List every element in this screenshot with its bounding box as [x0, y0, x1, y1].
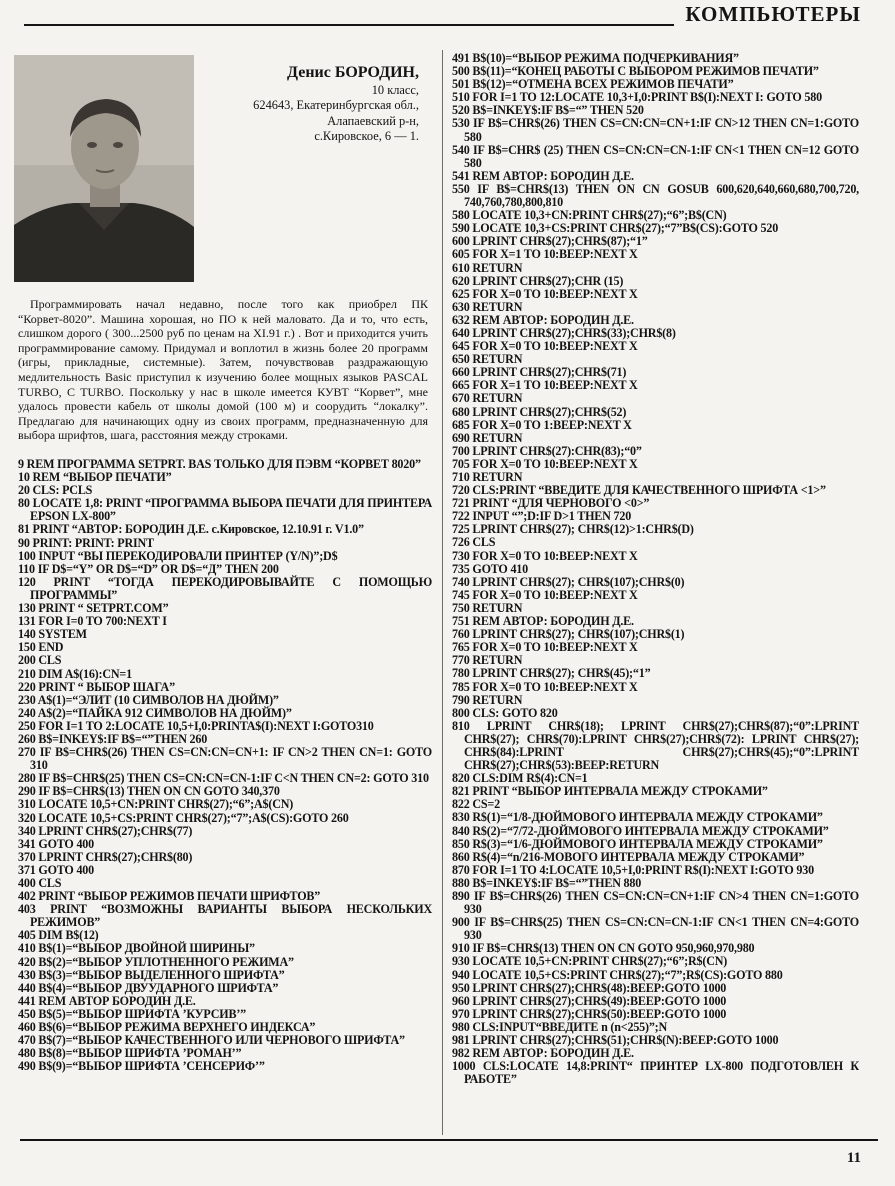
- code-line: 735 GOTO 410: [452, 561, 528, 576]
- code-line: 240 A$(2)=“ПАЙКА 912 СИМВОЛОВ НА ДЮЙМ)”: [18, 705, 292, 720]
- code-line: 220 PRINT “ ВЫБОР ШАГА”: [18, 679, 175, 694]
- page-header: [0, 0, 895, 30]
- code-line: 420 B$(2)=“ВЫБОР УПЛОТНЕННОГО РЕЖИМА”: [18, 954, 294, 969]
- code-line: 340 LPRINT CHR$(27);CHR$(77): [18, 823, 193, 838]
- code-line: 460 B$(6)=“ВЫБОР РЕЖИМА ВЕРХНЕГО ИНДЕКСА”: [18, 1020, 316, 1035]
- code-line: 670 RETURN: [452, 391, 523, 406]
- code-line: 1000 CLS:LOCATE 14,8:PRINT“ ПРИНТЕР LX-800 ПОДГОТОВЛЕН К РАБОТЕ”: [452, 1059, 859, 1087]
- code-line: 90 PRINT: PRINT: PRINT: [18, 535, 154, 550]
- code-line: 441 REM АВТОР БОРОДИН Д.Е.: [18, 993, 196, 1008]
- code-line: 880 B$=INKEY$:IF B$=“”THEN 880: [452, 875, 642, 890]
- intro-paragraph: Программировать начал недавно, после того как приобрел ПК “Корвет-8020”. Машина хорошая, но ПО к ней маловато. Да и то, что есть, слишком дорого ( 300...2500 руб по ценам на XI.91 г.) . Вот и приходится учить программирование самому. Придумал и воплотил в жизнь более 20 программ (игры, прикладные, системные). Затем, почувствовав раздражающую медлительность Basic приступил к изучению более мощных языков PASCAL TURBO, C TURBO. Поскольку у нас в школе имеется КУВТ “Корвет”, мне удалось провести кабель от школы домой (100 м) и соорудить “локалку”. Предлагаю для начинающих одну из своих программ, предназначенную для выбора шрифтов, шага, расстояния между строками.: [18, 297, 428, 443]
- column-divider: [442, 50, 443, 1135]
- code-line: 250 FOR I=1 TO 2:LOCATE 10,5+I,0:PRINTA$(I):NEXT I:GOTO310: [18, 718, 374, 733]
- code-line: 745 FOR X=0 TO 10:BEEP:NEXT X: [452, 587, 638, 602]
- code-line: 450 B$(5)=“ВЫБОР ШРИФТА ’КУРСИВ’”: [18, 1006, 247, 1021]
- code-listing-right: [452, 52, 859, 1086]
- code-line: 765 FOR X=0 TO 10:BEEP:NEXT X: [452, 640, 638, 655]
- code-line: 370 LPRINT CHR$(27);CHR$(80): [18, 849, 193, 864]
- code-line: 970 LPRINT CHR$(27);CHR$(50):BEEP:GOTO 1000: [452, 1006, 727, 1021]
- page-number: 11: [846, 1150, 861, 1166]
- code-line: 870 FOR I=1 TO 4:LOCATE 10,5+I,0:PRINT R$(I):NEXT I:GOTO 930: [452, 862, 814, 877]
- code-line: 822 CS=2: [452, 797, 500, 812]
- code-line: 685 FOR X=0 TO 1:BEEP:NEXT X: [452, 417, 632, 432]
- code-line: 910 IF B$=CHR$(13) THEN ON CN GOTO 950,960,970,980: [452, 941, 755, 956]
- footer-rule: [20, 1139, 878, 1141]
- code-line: 632 REM АВТОР: БОРОДИН Д.Е.: [452, 312, 634, 327]
- code-line: 720 CLS:PRINT “ВВЕДИТЕ ДЛЯ КАЧЕСТВЕННОГО ШРИФТА <1>”: [452, 483, 826, 498]
- code-line: 520 B$=INKEY$:IF B$=“” THEN 520: [452, 103, 644, 118]
- code-line: 940 LOCATE 10,5+CS:PRINT CHR$(27);“7”;R$(CS):GOTO 880: [452, 967, 783, 982]
- code-line: 705 FOR X=0 TO 10:BEEP:NEXT X: [452, 456, 638, 471]
- code-line: 440 B$(4)=“ВЫБОР ДВУУДАРНОГО ШРИФТА”: [18, 980, 279, 995]
- code-line: 80 LOCATE 1,8: PRINT “ПРОГРАММА ВЫБОРА ПЕЧАТИ ДЛЯ ПРИНТЕРА EPSON LX-800”: [18, 496, 432, 524]
- code-line: 541 REM АВТОР: БОРОДИН Д.Е.: [452, 168, 634, 183]
- code-line: 790 RETURN: [452, 692, 523, 707]
- code-line: 20 CLS: PCLS: [18, 483, 93, 498]
- code-line: 200 CLS: [18, 653, 62, 668]
- code-line: 270 IF B$=CHR$(26) THEN CS=CN:CN=CN+1: IF CN>2 THEN CN=1: GOTO 310: [18, 745, 432, 773]
- code-line: 740 LPRINT CHR$(27); CHR$(107);CHR$(0): [452, 574, 685, 589]
- code-line: 9 REM ПРОГРАММА SETPRT. BAS ТОЛЬКО ДЛЯ ПЭВМ “КОРВЕТ 8020”: [18, 457, 421, 471]
- code-line: 722 INPUT “”;D:IF D>1 THEN 720: [452, 509, 632, 524]
- code-line: 820 CLS:DIM R$(4):CN=1: [452, 771, 588, 786]
- code-line: 501 B$(12)=“ОТМЕНА ВСЕХ РЕЖИМОВ ПЕЧАТИ”: [452, 77, 734, 92]
- code-line: 600 LPRINT CHR$(27);CHR$(87);“1”: [452, 234, 648, 249]
- code-line: 650 RETURN: [452, 352, 523, 367]
- code-line: 785 FOR X=0 TO 10:BEEP:NEXT X: [452, 679, 638, 694]
- code-line: 110 IF D$=“Y” OR D$=“D” OR D$=“Д” THEN 200: [18, 561, 279, 576]
- code-line: 860 R$(4)=“n/216-МОВОГО ИНТЕРВАЛА МЕЖДУ СТРОКАМИ”: [452, 849, 805, 864]
- code-line: 890 IF B$=CHR$(26) THEN CS=CN:CN=CN+1:IF CN>4 THEN CN=1:GOTO 930: [452, 889, 859, 917]
- code-line: 405 DIM B$(12): [18, 928, 99, 943]
- code-line: 430 B$(3)=“ВЫБОР ВЫДЕЛЕННОГО ШРИФТА”: [18, 967, 285, 982]
- code-line: 290 IF B$=CHR$(13) THEN ON CN GOTO 340,370: [18, 784, 280, 799]
- code-line: 680 LPRINT CHR$(27);CHR$(52): [452, 404, 627, 419]
- code-line: 131 FOR I=0 TO 700:NEXT I: [18, 614, 167, 629]
- code-line: 950 LPRINT CHR$(27);CHR$(48):BEEP:GOTO 1000: [452, 980, 727, 995]
- code-line: 960 LPRINT CHR$(27);CHR$(49):BEEP:GOTO 1000: [452, 993, 727, 1008]
- author-address-line: Алапаевский р-н,: [327, 113, 419, 128]
- code-line: 605 FOR X=1 TO 10:BEEP:NEXT X: [452, 247, 638, 262]
- section-title: КОМПЬЮТЕРЫ: [685, 2, 861, 26]
- code-line: 800 CLS: GOTO 820: [452, 705, 558, 720]
- code-line: 371 GOTO 400: [18, 862, 94, 877]
- code-line: 280 IF B$=CHR$(25) THEN CS=CN:CN=CN-1:IF C<N THEN CN=2: GOTO 310: [18, 771, 429, 786]
- code-line: 665 FOR X=1 TO 10:BEEP:NEXT X: [452, 378, 638, 393]
- code-line: 730 FOR X=0 TO 10:BEEP:NEXT X: [452, 548, 638, 563]
- code-line: 150 END: [18, 640, 64, 655]
- code-line: 821 PRINT “ВЫБОР ИНТЕРВАЛА МЕЖДУ СТРОКАМИ”: [452, 784, 768, 799]
- code-line: 140 SYSTEM: [18, 627, 87, 642]
- author-address-line: 10 класс,: [371, 82, 419, 97]
- portrait-image: [14, 55, 194, 282]
- code-line: 980 CLS:INPUT“ВВЕДИТЕ n (n<255)”;N: [452, 1019, 668, 1034]
- code-line: 610 RETURN: [452, 260, 523, 275]
- author-photo: [14, 55, 194, 282]
- code-line: 810 LPRINT CHR$(18); LPRINT CHR$(27);CHR$(87);“0”:LPRINT CHR$(27); CHR$(70):LPRINT CHR$(27);CHR$(72): LPRINT CHR$(27); CHR$(84):LPRINT CHR$(27);CHR$(45);“0”:LPRINT CHR$(27);CHR$(53):BEEP:RETURN: [452, 718, 859, 773]
- code-listing-left: [18, 458, 432, 1073]
- code-line: 620 LPRINT CHR$(27);CHR (15): [452, 273, 624, 288]
- code-line: 580 LOCATE 10,3+CN:PRINT CHR$(27);“6”;B$(CN): [452, 208, 727, 223]
- header-rule: [24, 24, 674, 26]
- code-line: 900 IF B$=CHR$(25) THEN CS=CN:CN=CN-1:IF CN<1 THEN CN=4:GOTO 930: [452, 915, 859, 943]
- code-line: 640 LPRINT CHR$(27);CHR$(33);CHR$(8): [452, 325, 676, 340]
- code-line: 981 LPRINT CHR$(27);CHR$(51);CHR$(N):BEEP:GOTO 1000: [452, 1033, 779, 1048]
- code-line: 100 INPUT “ВЫ ПЕРЕКОДИРОВАЛИ ПРИНТЕР (Y/N)”;D$: [18, 548, 338, 563]
- code-line: 320 LOCATE 10,5+CS:PRINT CHR$(27);“7”;A$(CS):GOTO 260: [18, 810, 349, 825]
- code-line: 721 PRINT “ДЛЯ ЧЕРНОВОГО <0>”: [452, 496, 650, 511]
- code-line: 260 B$=INKEY$:IF B$=“”THEN 260: [18, 731, 208, 746]
- code-line: 760 LPRINT CHR$(27); CHR$(107);CHR$(1): [452, 627, 685, 642]
- code-line: 850 R$(3)=“1/6-ДЮЙМОВОГО ИНТЕРВАЛА МЕЖДУ СТРОКАМИ”: [452, 836, 823, 851]
- code-line: 491 B$(10)=“ВЫБОР РЕЖИМА ПОДЧЕРКИВАНИЯ”: [452, 51, 739, 65]
- code-line: 410 B$(1)=“ВЫБОР ДВОЙНОЙ ШИРИНЫ”: [18, 941, 255, 956]
- code-line: 550 IF B$=CHR$(13) THEN ON CN GOSUB 600,620,640,660,680,700,720, 740,760,780,800,810: [452, 181, 859, 210]
- code-line: 725 LPRINT CHR$(27); CHR$(12)>1:CHR$(D): [452, 522, 694, 537]
- code-line: 310 LOCATE 10,5+CN:PRINT CHR$(27);“6”;A$(CN): [18, 797, 294, 812]
- code-line: 780 LPRINT CHR$(27); CHR$(45);“1”: [452, 666, 651, 681]
- code-line: 930 LOCATE 10,5+CN:PRINT CHR$(27);“6”;R$(CN): [452, 954, 728, 969]
- code-line: 590 LOCATE 10,3+CS:PRINT CHR$(27);“7”B$(CS):GOTO 520: [452, 221, 779, 236]
- code-line: 982 REM АВТОР: БОРОДИН Д.Е.: [452, 1046, 634, 1061]
- code-line: 230 A$(1)=“ЭЛИТ (10 СИМВОЛОВ НА ДЮЙМ)”: [18, 692, 279, 707]
- code-line: 630 RETURN: [452, 299, 523, 314]
- author-block: [224, 65, 419, 145]
- code-line: 726 CLS: [452, 535, 496, 550]
- code-line: 510 FOR I=1 TO 12:LOCATE 10,3+I,0:PRINT B$(I):NEXT I: GOTO 580: [452, 90, 822, 105]
- code-line: 210 DIM A$(16):CN=1: [18, 666, 132, 681]
- code-line: 530 IF B$=CHR$(26) THEN CS=CN:CN=CN+1:IF CN>12 THEN CN=1:GOTO 580: [452, 116, 859, 144]
- author-address-line: с.Кировское, 6 — 1.: [314, 129, 419, 144]
- code-line: 403 PRINT “ВОЗМОЖНЫ ВАРИАНТЫ ВЫБОРА НЕСКОЛЬКИХ РЕЖИМОВ”: [18, 902, 432, 930]
- code-line: 470 B$(7)=“ВЫБОР КАЧЕСТВЕННОГО ИЛИ ЧЕРНОВОГО ШРИФТА”: [18, 1033, 405, 1048]
- code-line: 840 R$(2)=“7/72-ДЮЙМОВОГО ИНТЕРВАЛА МЕЖДУ СТРОКАМИ”: [452, 823, 829, 838]
- code-line: 645 FOR X=0 TO 10:BEEP:NEXT X: [452, 339, 638, 354]
- code-line: 625 FOR X=0 TO 10:BEEP:NEXT X: [452, 286, 638, 301]
- code-line: 402 PRINT “ВЫБОР РЕЖИМОВ ПЕЧАТИ ШРИФТОВ”: [18, 889, 321, 904]
- code-line: 341 GOTO 400: [18, 836, 94, 851]
- code-line: 130 PRINT “ SETPRT.COM”: [18, 601, 169, 616]
- code-line: 710 RETURN: [452, 470, 523, 484]
- code-line: 400 CLS: [18, 876, 62, 890]
- code-line: 81 PRINT “АВТОР: БОРОДИН Д.Е. с.Кировское, 12.10.91 г. V1.0”: [18, 522, 364, 537]
- author-name: Денис БОРОДИН,: [287, 64, 419, 81]
- code-line: 10 REM “ВЫБОР ПЕЧАТИ”: [18, 470, 172, 485]
- author-address-line: 624643, Екатеринбургская обл.,: [253, 98, 419, 113]
- code-line: 480 B$(8)=“ВЫБОР ШРИФТА ’РОМАН’”: [18, 1046, 242, 1061]
- code-line: 830 R$(1)=“1/8-ДЮЙМОВОГО ИНТЕРВАЛА МЕЖДУ СТРОКАМИ”: [452, 810, 823, 825]
- code-line: 490 B$(9)=“ВЫБОР ШРИФТА ’СЕНСЕРИФ’”: [18, 1059, 265, 1074]
- code-line: 750 RETURN: [452, 600, 523, 615]
- code-line: 120 PRINT “ТОГДА ПЕРЕКОДИРОВЫВАЙТЕ С ПОМОЩЬЮ ПРОГРАММЫ”: [18, 574, 432, 602]
- code-line: 690 RETURN: [452, 430, 523, 445]
- code-line: 660 LPRINT CHR$(27);CHR$(71): [452, 365, 627, 380]
- code-line: 500 B$(11)=“КОНЕЦ РАБОТЫ С ВЫБОРОМ РЕЖИМОВ ПЕЧАТИ”: [452, 64, 819, 79]
- code-line: 751 REM АВТОР: БОРОДИН Д.Е.: [452, 614, 634, 629]
- code-line: 770 RETURN: [452, 653, 523, 668]
- code-line: 540 IF B$=CHR$ (25) THEN CS=CN:CN=CN-1:IF CN<1 THEN CN=12 GOTO 580: [452, 142, 859, 170]
- code-line: 700 LPRINT CHR$(27):CHR(83);“0”: [452, 443, 642, 458]
